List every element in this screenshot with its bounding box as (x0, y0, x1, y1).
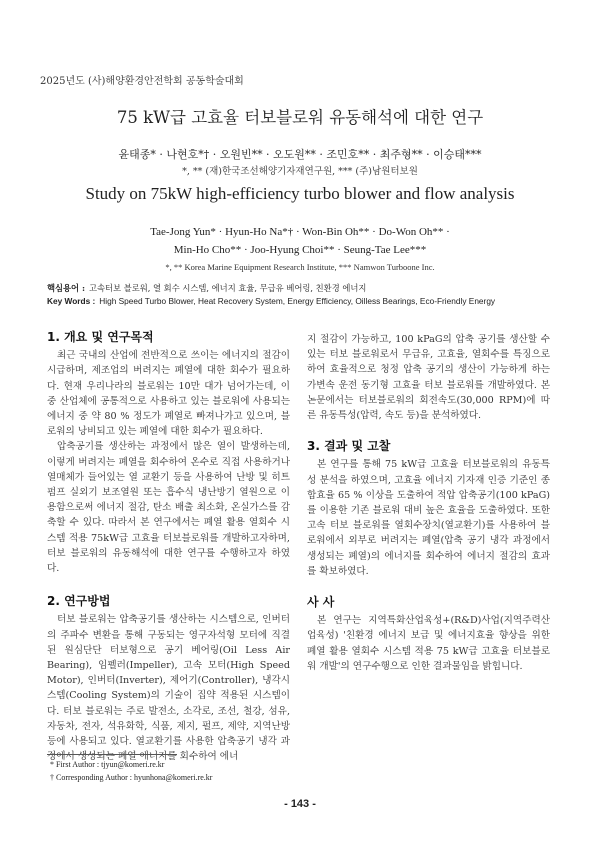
keywords-english-text: High Speed Turbo Blower, Heat Recovery System, Energy Efficiency, Oilless Bearings, Eco-Friendly Energy (99, 296, 496, 306)
section1-paragraph1: 최근 국내의 산업에 전반적으로 쓰이는 에너지의 절감이 시급하며, 제조업의 버려지는 폐열에 대한 회수가 필요하다. 현재 우리나라의 블로워는 10만 대가 넘어가는데, 이 중 산업체에 공통적으로 사용하고 있는 블로워에 사용되는 에너지 중 약 80 % 정도가 폐열로 빠져나가고 있으며, 블로워의 낭비되고 있는 폐열에 대한 회수가 필요하다. (47, 350, 290, 438)
authors-english-line1: Tae-Jong Yun* · Hyun-Ho Na*† · Won-Bin Oh** · Do-Won Oh** · (150, 226, 450, 238)
affiliation-english: *, ** Korea Marine Equipment Research Institute, *** Namwon Turboone Inc. (165, 262, 435, 272)
section1-heading: 1. 개요 및 연구목적 (47, 330, 154, 344)
title-english: Study on 75kW high-efficiency turbo blower and flow analysis (85, 184, 515, 203)
acknowledgement-heading: 사 사 (307, 595, 335, 610)
keywords-korean-text: 고속터보 블로워, 열 회수 시스템, 에너지 효율, 무급유 베어링, 친환경 에너지 (89, 283, 367, 293)
section1-paragraph2: 압축공기를 생산하는 과정에서 많은 열이 발생하는데, 이렇게 버려지는 폐열을 회수하여 온수로 직접 사용하거나 열매체가 들어있는 열 교환기 등을 사용하여 난방 및 히트펌프 실외기 보조열원 또는 흡수식 냉난방기 열원으로 이용함으로써 에너지 절감, 탄소 배출 최소화, 온실가스를 감축할 수 있다. 따라서 본 연구에서는 폐열 활용 열회수 시스템 적용 75kW급 고효율 터보블로워를 개발하고자하며, 터보 블로워의 유동해석에 대한 연구를 수행하고자 하였다. (47, 441, 290, 575)
keywords-english-label: Key Words : (47, 296, 96, 306)
keywords-korean-label: 핵심용어 : (47, 283, 86, 293)
affiliation-korean: *, ** (재)한국조선해양기자재연구원, *** (주)남원터보원 (182, 166, 418, 177)
footnote-divider (47, 754, 177, 755)
section3-paragraph: 본 연구를 통해 75 kW급 고효율 터보블로워의 유동특성 분석을 하였으며, 고효율 에너지 기자재 인증 기준인 종합효율 65 % 이상을 도출하여 적압 압축공기(100 kPaG)를 이용한 기존 블로워 대비 높은 효율을 도출하였다. 또한 고속 터보 블로워를 열회수장치(열교환기)를 사용하여 블로워에서 외부로 버려지는 폐열(압축 공기 냉각 과정에서 생성되는 폐열)의 에너지를 회수하여 에너지 절감의 효과를 확보하였다. (307, 459, 550, 577)
right-column (307, 332, 550, 674)
conference-header: 2025년도 (사)해양환경안전학회 공동학술대회 (40, 76, 244, 87)
section3-heading: 3. 결과 및 고찰 (307, 439, 391, 454)
authors-english-line2: Min-Ho Cho** · Joo-Hyung Choi** · Seung-Tae Lee*** (173, 244, 427, 256)
authors-korean: 윤태종* · 나현호*† · 오원빈** · 오도원** · 조민호** · 최주형** · 이승태*** (118, 148, 482, 161)
title-korean: 75 kW급 고효율 터보블로워 유동해석에 대한 연구 (116, 108, 484, 127)
section2-heading: 2. 연구방법 (47, 594, 111, 609)
footnote-corresponding-author: † Corresponding Author : hyunhona@komeri.re.kr (50, 773, 213, 782)
acknowledgement-paragraph: 본 연구는 지역특화산업육성+(R&D)사업(지역주력산업육성) '친환경 에너지 보급 및 에너지효율 향상을 위한 폐열 활용 열회수 시스템 적용 75 kW급 고효율 터보블로워 개발'의 연구수행으로 인한 결과물임을 밝힙니다. (307, 615, 550, 672)
keywords-korean (47, 282, 366, 294)
section2-paragraph1: 터보 블로워는 압축공기를 생산하는 시스템으로, 인버터의 주파수 변환을 통해 구동되는 영구자석형 모터에 직결된 원심단단 터보형으로 공기 베어링(Oil Less Air Bearing), 임펠러(Impeller), 고속 모터(High Speed Motor), 인버터(Inverter), 제어기(Controller), 냉각시스템(Cooling System)의 기술이 집약 적용된 시스템이다. 터보 블로워는 주로 발전소, 소각로, 조선, 철강, 섬유, 자동차, 전자, 석유화학, 식품, 제지, 펄프, 제약, 지역난방 등에 사용되고 있다. 열교환기를 사용한 압축공기 냉각 과정에서 생성되는 폐열 에너지를 회수하여 에너 (47, 614, 290, 763)
keywords-english (47, 296, 495, 306)
page-number: - 143 - (284, 798, 316, 810)
footnote-first-author: * First Author : tjyun@komeri.re.kr (50, 760, 165, 769)
left-column (47, 330, 290, 764)
section2-continuation: 지 절감이 가능하고, 100 kPaG의 압축 공기를 생산할 수 있는 터보 블로워로서 무급유, 고효율, 열회수를 특징으로 하여 효율적으로 청정 압축 공기의 생산이 가능하게 하는 가변속 운전 동기형 고효율 터보 블로워를 개발하였다. 본 논문에서는 터보블로워의 회전속도(30,000 RPM)에 따른 유동특성(압력, 속도 등)을 분석하였다. (307, 334, 550, 422)
